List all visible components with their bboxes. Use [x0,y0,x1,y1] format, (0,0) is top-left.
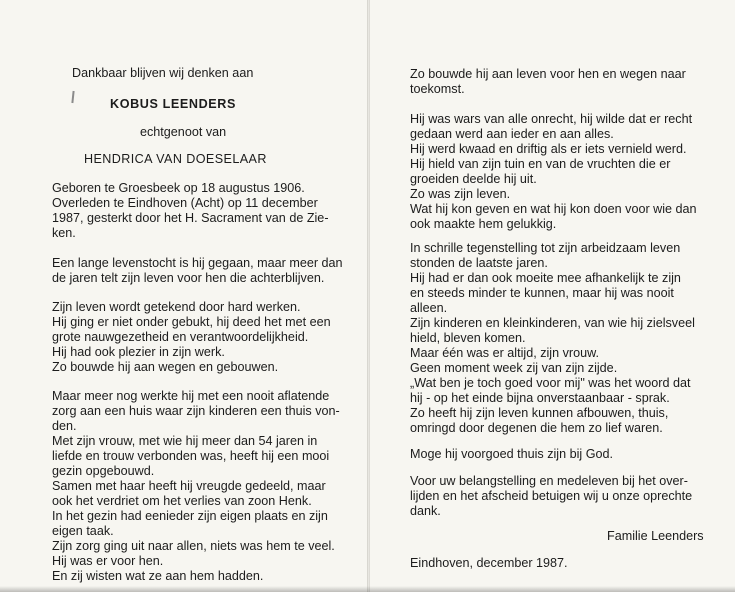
text-line: „Wat ben je toch goed voor mij" was het woord dat [410,376,691,390]
text-line: Maar één was er altijd, zijn vrouw. [410,346,599,360]
text-line: stonden de laatste jaren. [410,256,548,270]
text-line: Hij hield van zijn tuin en van de vruchten die er [410,157,671,171]
bio-line: Geboren te Groesbeek op 18 augustus 1906. [52,181,305,195]
text-line: In schrille tegenstelling tot zijn arbeidzaam leven [410,241,681,255]
text-line: Zijn kinderen en kleinkinderen, van wie hij zielsveel [410,316,695,330]
text-line: ook het verdriet om het verlies van zoon Henk. [52,494,312,508]
text-line: gezin opgebouwd. [52,464,155,478]
text-line: Een lange levenstocht is hij gegaan, maar meer dan [52,256,343,270]
text-line: groeiden deelde hij uit. [410,172,537,186]
text-line: en steeds minder te kunnen, maar hij was nooit [410,286,674,300]
text-line: dank. [410,504,441,518]
text-line: grote nauwgezetheid en verantwoordelijkheid. [52,330,309,344]
text-line: Met zijn vrouw, met wie hij meer dan 54 jaren in [52,434,318,448]
text-line: Voor uw belangstelling en medeleven bij het over- [410,474,688,488]
text-line: Zo bouwde hij aan leven voor hen en wegen naar [410,67,686,81]
text-line: alleen. [410,301,448,315]
text-line: Hij ging er niet onder gebukt, hij deed het met een [52,315,331,329]
text-line: Hij werd kwaad en driftig als er iets vernield werd. [410,142,687,156]
text-line: ook maakte hem gelukkig. [410,217,557,231]
text-line: omringd door degenen die hem zo lief waren. [410,421,663,435]
opening-line: Dankbaar blijven wij denken aan [72,66,254,80]
text-line: Hij was wars van alle onrecht, hij wilde dat er recht [410,112,693,126]
text-line: Geen moment week zij van zijn zijde. [410,361,618,375]
text-line: Maar meer nog werkte hij met een nooit aflatende [52,389,330,403]
text-line: liefde en trouw verbonden was, heeft hij een mooi [52,449,330,463]
signature: Familie Leenders [607,529,704,543]
text-line: En zij wisten wat ze aan hem hadden. [52,569,264,583]
text-line: Zijn leven wordt getekend door hard werken. [52,300,301,314]
text-line: Zo was zijn leven. [410,187,511,201]
text-line: Wat hij kon geven en wat hij kon doen voor wie dan [410,202,697,216]
text-line: gedaan werd aan ieder en aan alles. [410,127,614,141]
text-line: Zo bouwde hij aan wegen en gebouwen. [52,360,279,374]
text-line: Hij had er dan ook moeite mee afhankelijk te zijn [410,271,681,285]
text-line: de jaren telt zijn leven voor hen die achterblijven. [52,271,325,285]
text-line: In het gezin had eenieder zijn eigen plaats en zijn [52,509,328,523]
relation-line: echtgenoot van [140,125,227,139]
text-line: Samen met haar heeft hij vreugde gedeeld, maar [52,479,326,493]
text-line: Hij was er voor hen. [52,554,164,568]
text-line: toekomst. [410,82,465,96]
spouse-name: HENDRICA VAN DOESELAAR [84,152,267,166]
text-line: den. [52,419,77,433]
bio-line: ken. [52,226,76,240]
text-line: Hij had ook plezier in zijn werk. [52,345,225,359]
text-line: zorg aan een huis waar zijn kinderen een thuis von- [52,404,340,418]
text-line: hield, bleven komen. [410,331,526,345]
pen-mark [71,91,74,103]
text-line: Zo heeft hij zijn leven kunnen afbouwen, thuis, [410,406,669,420]
text-line: Zijn zorg ging uit naar allen, niets was hem te veel. [52,539,335,553]
card-edge-shadow [0,586,735,592]
text-line: eigen taak. [52,524,114,538]
place-date: Eindhoven, december 1987. [410,556,568,570]
bio-line: 1987, gesterkt door het H. Sacrament van de Zie- [52,211,329,225]
prayer-line: Moge hij voorgoed thuis zijn bij God. [410,447,614,461]
text-line: hij - op het einde bijna onverstaanbaar - sprak. [410,391,670,405]
card-fold [367,0,370,592]
text-line: lijden en het afscheid betuigen wij u onze oprechte [410,489,693,503]
bio-line: Overleden te Eindhoven (Acht) op 11 december [52,196,318,210]
deceased-name: KOBUS LEENDERS [110,97,236,111]
